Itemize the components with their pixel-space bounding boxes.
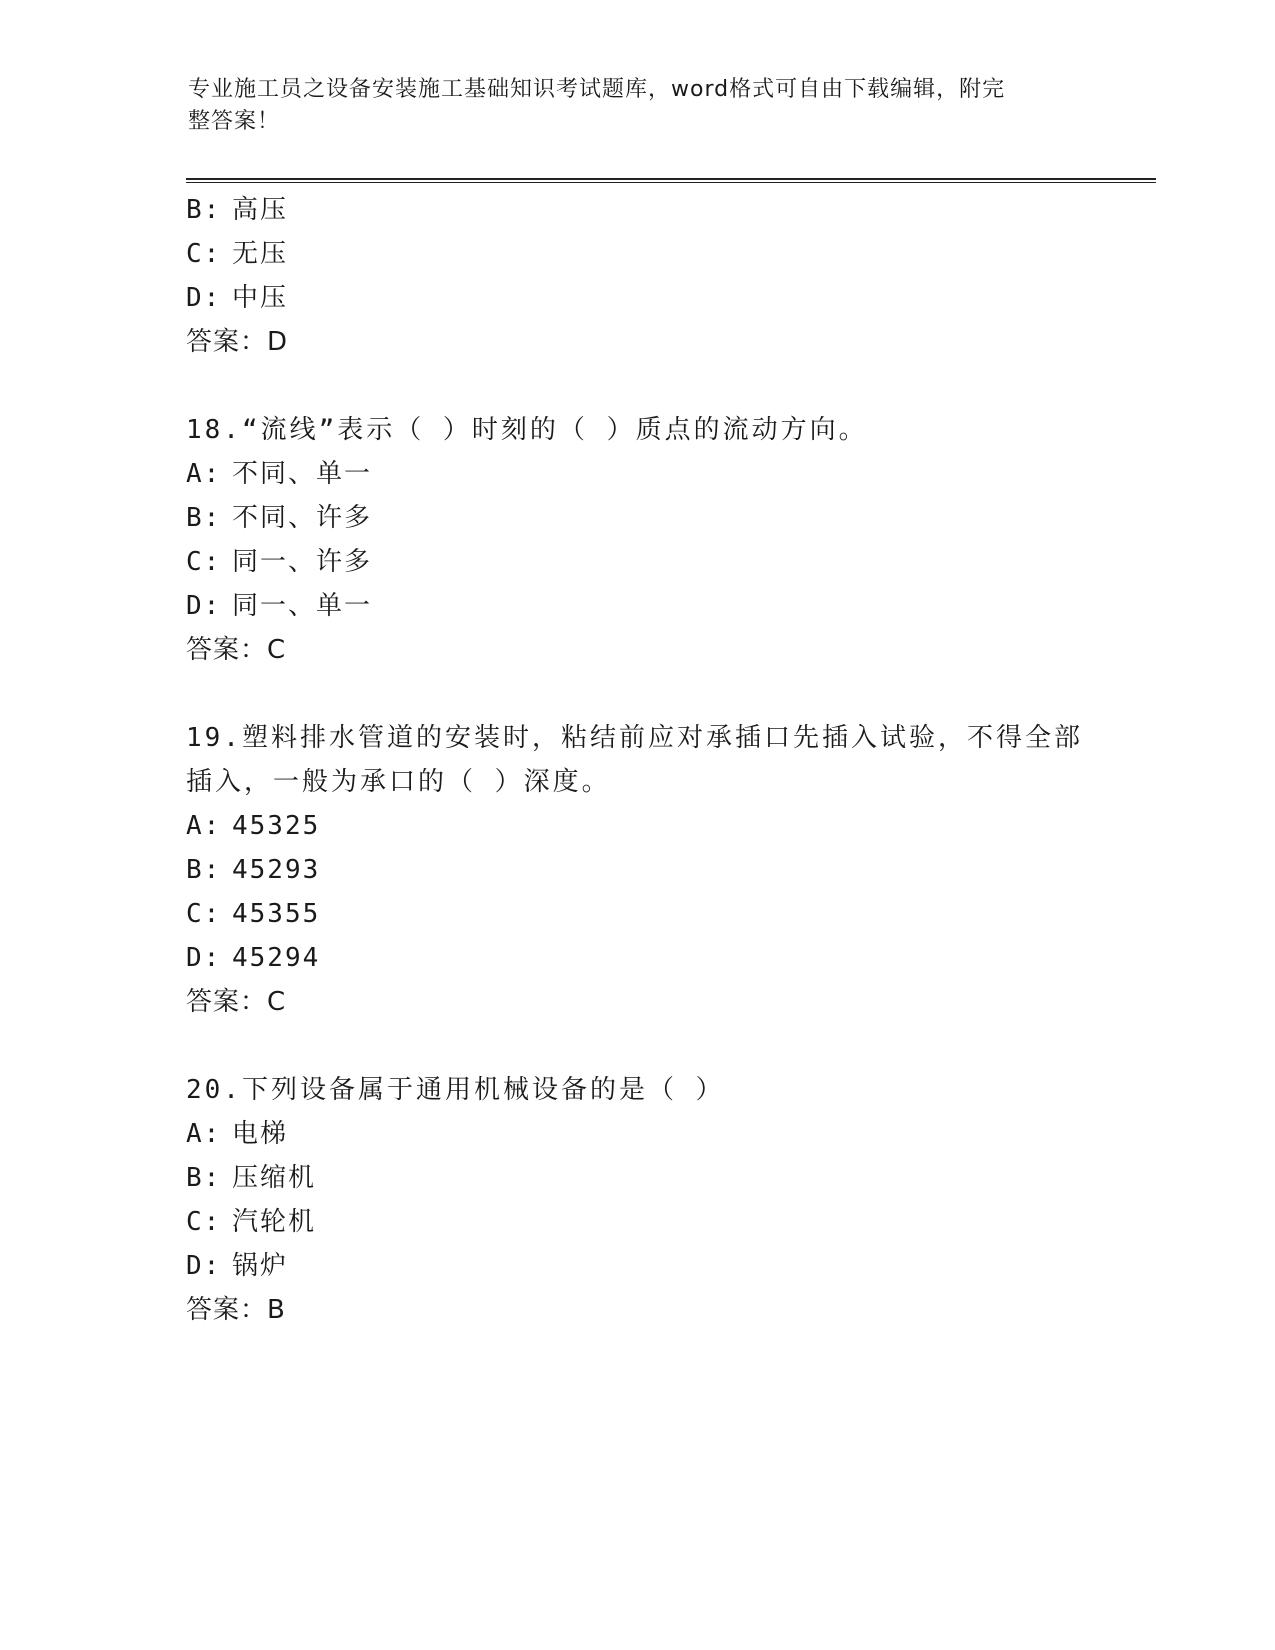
q17-option-c: C: 无压 <box>186 239 289 269</box>
q18-option-a: A: 不同、单一 <box>186 459 373 489</box>
q17-option-d: D: 中压 <box>186 283 289 313</box>
header-line-1: 专业施工员之设备安装施工基础知识考试题库，word格式可自由下载编辑，附完 <box>188 77 1006 102</box>
q17-option-b: B: 高压 <box>186 195 289 225</box>
header-divider-thick <box>186 178 1156 180</box>
q19-question-line-2: 插入，一般为承口的（ ）深度。 <box>186 767 611 797</box>
q19-option-b: B: 45293 <box>186 855 321 885</box>
header-line-2: 整答案！ <box>188 109 281 134</box>
q19-question-line-1: 19.塑料排水管道的安装时，粘结前应对承插口先插入试验，不得全部 <box>186 723 1083 753</box>
q19-option-a: A: 45325 <box>186 811 321 841</box>
q18-question: 18.“流线”表示（ ）时刻的（ ）质点的流动方向。 <box>186 415 868 445</box>
q20-option-c: C: 汽轮机 <box>186 1207 317 1237</box>
q18-answer: 答案：C <box>186 635 287 665</box>
q19-option-d: D: 45294 <box>186 943 321 973</box>
q19-answer: 答案：C <box>186 987 287 1017</box>
header-divider-thin <box>186 182 1156 183</box>
q17-answer: 答案：D <box>186 327 289 357</box>
q18-option-b: B: 不同、许多 <box>186 503 373 533</box>
q20-option-b: B: 压缩机 <box>186 1163 317 1193</box>
q20-answer: 答案：B <box>186 1295 286 1325</box>
document-header <box>188 74 1068 138</box>
q19-option-c: C: 45355 <box>186 899 321 929</box>
q20-option-d: D: 锅炉 <box>186 1251 289 1281</box>
q20-question: 20.下列设备属于通用机械设备的是（ ） <box>186 1075 725 1105</box>
q20-option-a: A: 电梯 <box>186 1119 289 1149</box>
q18-option-d: D: 同一、单一 <box>186 591 373 621</box>
q18-option-c: C: 同一、许多 <box>186 547 373 577</box>
